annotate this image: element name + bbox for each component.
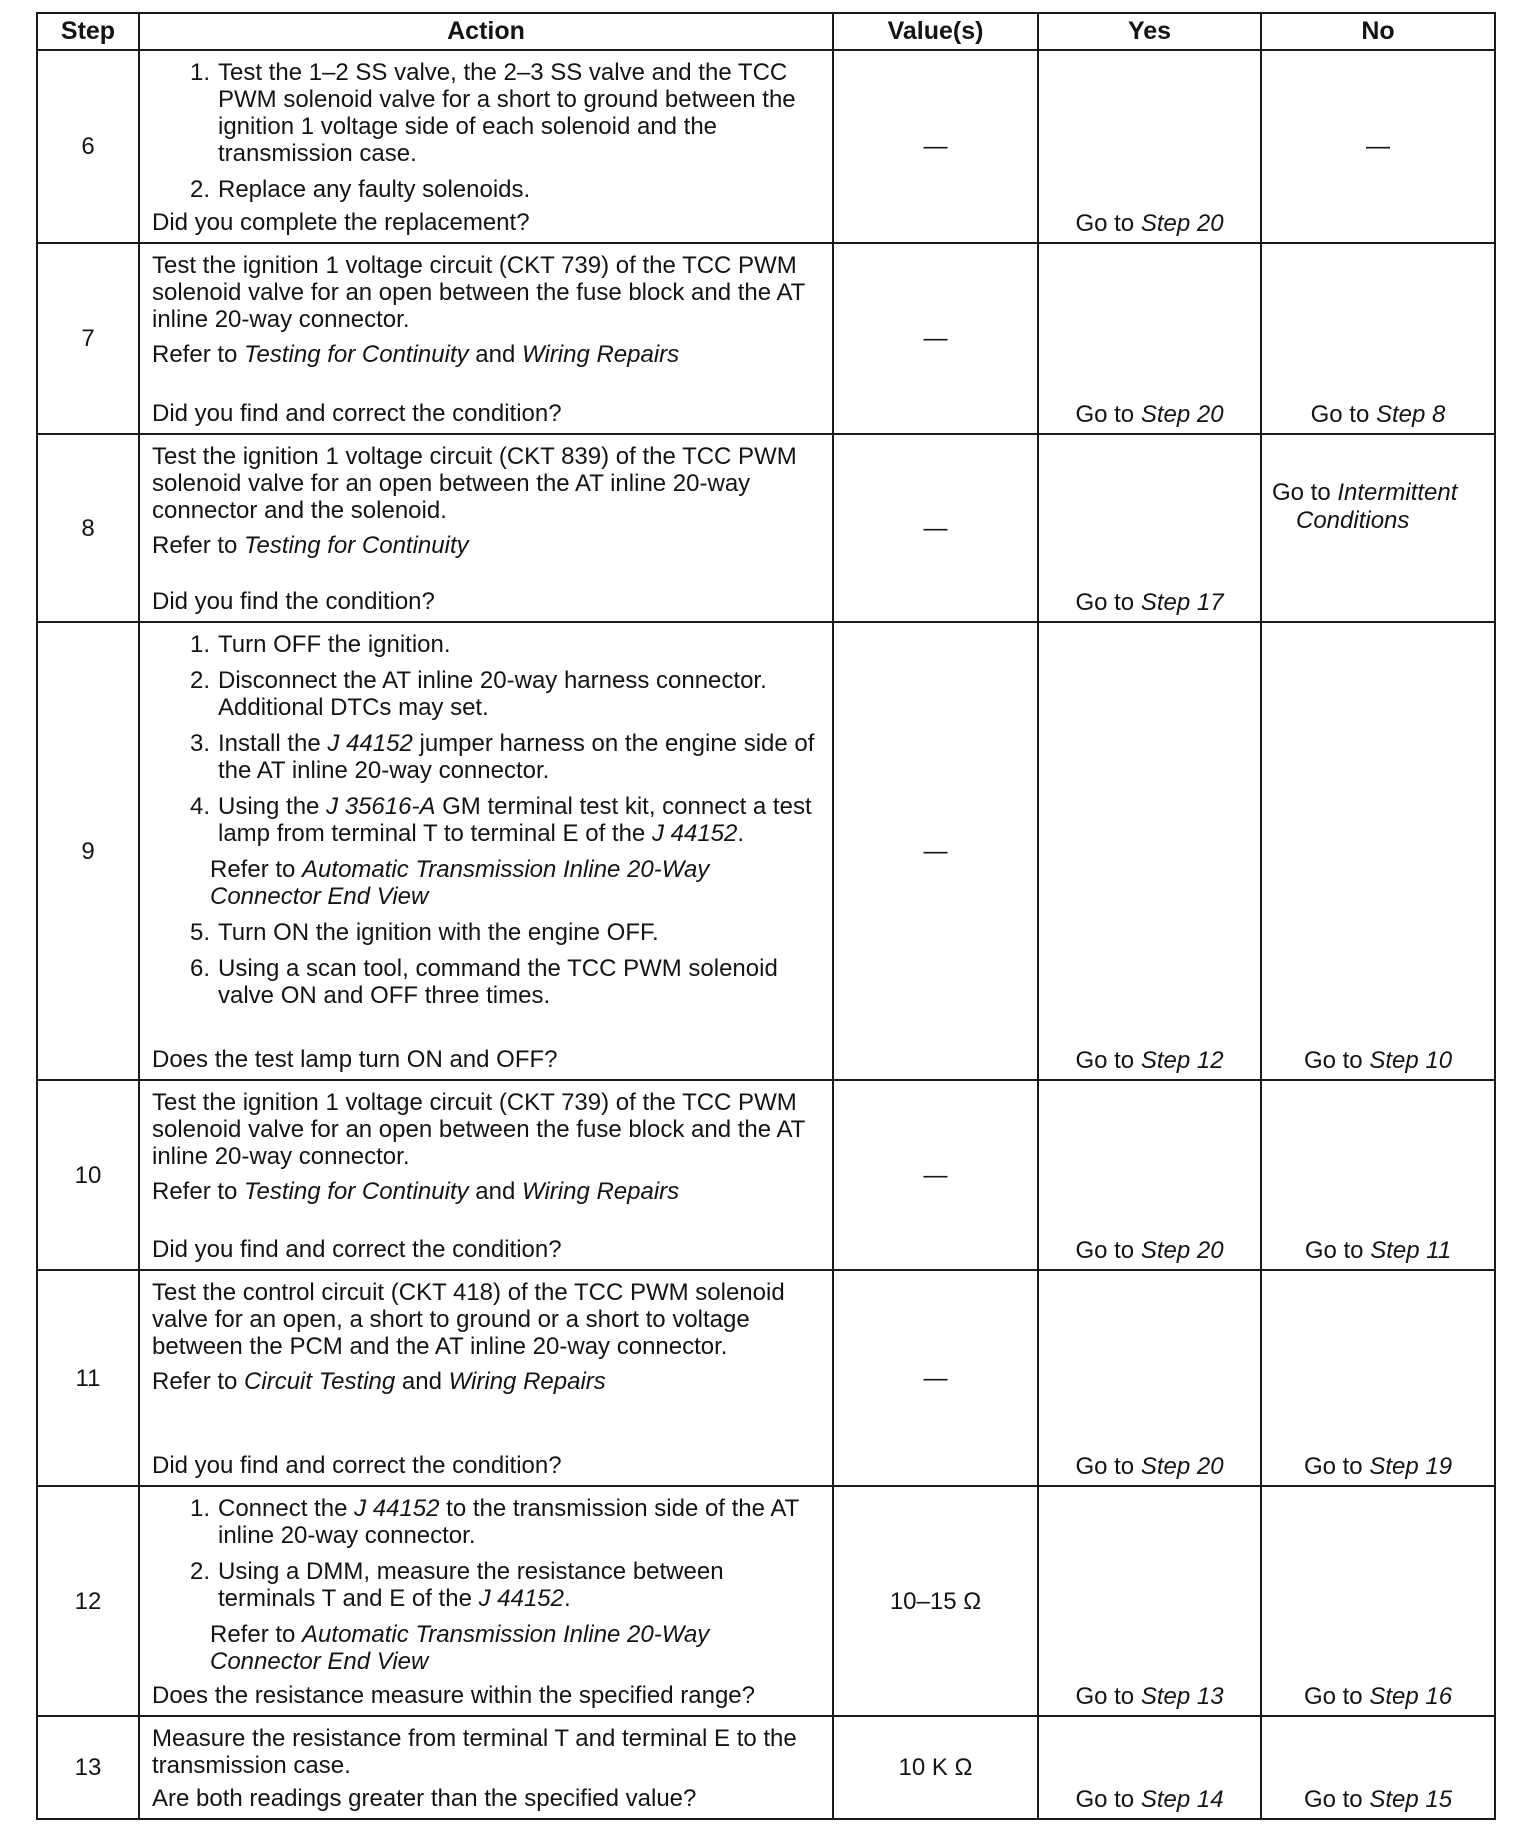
refer-note: Refer to Automatic Transmission Inline 20-Way Connector End View — [210, 856, 710, 910]
goto-link[interactable]: Go to Step 13 — [1075, 1683, 1224, 1710]
step-number: 6 — [37, 50, 139, 243]
yes-cell — [1038, 50, 1261, 243]
header-no: No — [1261, 13, 1495, 50]
refer-note: Refer to Automatic Transmission Inline 20-Way Connector End View — [210, 1621, 710, 1675]
action-cell — [139, 1080, 833, 1270]
value-cell: — — [833, 50, 1038, 243]
table-row — [37, 434, 1495, 622]
link-testing-for-continuity[interactable]: Testing for Continuity — [244, 532, 469, 559]
action-cell — [139, 434, 833, 622]
goto-link[interactable]: Go to Step 10 — [1303, 1047, 1453, 1074]
action-question: Did you find the condition? — [152, 588, 435, 615]
no-cell — [1261, 1270, 1495, 1486]
no-cell — [1261, 243, 1495, 434]
link-connector-end-view[interactable]: Automatic Transmission Inline 20-Way Connector End View — [210, 856, 710, 910]
link-wiring-repairs[interactable]: Wiring Repairs — [522, 1178, 680, 1205]
action-item: 2. Disconnect the AT inline 20-way harness connector. Additional DTCs may set. — [189, 667, 767, 721]
link-wiring-repairs[interactable]: Wiring Repairs — [448, 1368, 606, 1395]
goto-link[interactable]: Go to Step 11 — [1304, 1237, 1452, 1264]
table-row — [37, 622, 1495, 1080]
goto-link[interactable]: Go to Step 15 — [1303, 1786, 1453, 1813]
no-cell — [1261, 1486, 1495, 1716]
link-wiring-repairs[interactable]: Wiring Repairs — [522, 341, 680, 368]
yes-cell — [1038, 622, 1261, 1080]
header-step: Step — [37, 13, 139, 50]
action-question: Did you complete the replacement? — [152, 209, 530, 236]
link-circuit-testing[interactable]: Circuit Testing — [244, 1368, 396, 1395]
goto-link[interactable]: Go to Step 16 — [1303, 1683, 1453, 1710]
goto-link[interactable]: Go to Step 20 — [1075, 1453, 1224, 1480]
action-item: 5. Turn ON the ignition with the engine OFF. — [189, 919, 659, 946]
goto-link[interactable]: Go to Step 17 — [1075, 589, 1224, 616]
yes-cell — [1038, 1080, 1261, 1270]
action-cell — [139, 243, 833, 434]
tool-reference: J 44152 — [327, 730, 413, 757]
step-number: 10 — [37, 1080, 139, 1270]
action-item: 1. Turn OFF the ignition. — [189, 631, 451, 658]
goto-link[interactable]: Go to Step 14 — [1075, 1786, 1224, 1813]
table-row — [37, 50, 1495, 243]
no-cell — [1261, 1080, 1495, 1270]
yes-cell — [1038, 243, 1261, 434]
goto-link[interactable]: Go to Step 20 — [1075, 1237, 1224, 1264]
goto-link[interactable]: Go to Step 19 — [1303, 1453, 1453, 1480]
goto-link[interactable]: Go to Step 8 — [1310, 401, 1446, 428]
goto-link[interactable]: Go to Step 12 — [1075, 1047, 1224, 1074]
action-question: Are both readings greater than the specified value? — [152, 1785, 697, 1812]
action-cell — [139, 1270, 833, 1486]
action-cell — [139, 50, 833, 243]
action-text: Test the ignition 1 voltage circuit (CKT 739) of the TCC PWM solenoid valve for an open between the fuse block and the AT inline 20-way connector. — [152, 252, 805, 333]
header-action: Action — [139, 13, 833, 50]
refer-note: Refer to Testing for Continuity — [152, 532, 469, 559]
goto-link[interactable]: Go to Step 20 — [1075, 401, 1224, 428]
header-row — [37, 13, 1495, 50]
value-cell: — — [833, 243, 1038, 434]
header-values: Value(s) — [833, 13, 1038, 50]
value-cell: 10 K Ω — [833, 1716, 1038, 1819]
no-cell — [1261, 1716, 1495, 1819]
action-cell — [139, 1716, 833, 1819]
value-cell: — — [833, 1270, 1038, 1486]
refer-note: Refer to Testing for Continuity and Wiring Repairs — [152, 341, 680, 368]
action-item: 1. Test the 1–2 SS valve, the 2–3 SS valve and the TCC PWM solenoid valve for a short to ground between the ignition 1 voltage side of each solenoid and the transmission case. — [189, 59, 796, 167]
link-connector-end-view[interactable]: Automatic Transmission Inline 20-Way Connector End View — [210, 1621, 710, 1675]
yes-cell — [1038, 1486, 1261, 1716]
table-row — [37, 1486, 1495, 1716]
tool-reference: J 44152 — [354, 1495, 440, 1522]
tool-reference: J 44152 — [478, 1585, 564, 1612]
yes-cell — [1038, 1716, 1261, 1819]
action-question: Does the test lamp turn ON and OFF? — [152, 1046, 558, 1073]
action-item: 2. Replace any faulty solenoids. — [189, 176, 531, 203]
action-question: Does the resistance measure within the specified range? — [152, 1682, 755, 1709]
link-testing-for-continuity[interactable]: Testing for Continuity — [244, 1178, 469, 1205]
table-row — [37, 1270, 1495, 1486]
no-cell — [1261, 622, 1495, 1080]
action-text: Measure the resistance from terminal T and terminal E to the transmission case. — [152, 1725, 797, 1779]
value-cell: — — [833, 434, 1038, 622]
refer-note: Refer to Testing for Continuity and Wiring Repairs — [152, 1178, 680, 1205]
step-number: 12 — [37, 1486, 139, 1716]
table-row — [37, 1080, 1495, 1270]
goto-link-intermittent-conditions[interactable]: Go to Intermittent Conditions — [1272, 479, 1458, 534]
action-text: Test the ignition 1 voltage circuit (CKT 839) of the TCC PWM solenoid valve for an open between the AT inline 20-way connector and the solenoid. — [152, 443, 797, 524]
refer-note: Refer to Circuit Testing and Wiring Repairs — [152, 1368, 606, 1395]
diagnostic-table — [36, 12, 1496, 1820]
action-text: Test the ignition 1 voltage circuit (CKT 739) of the TCC PWM solenoid valve for an open between the fuse block and the AT inline 20-way connector. — [152, 1089, 805, 1170]
step-number: 9 — [37, 622, 139, 1080]
action-question: Did you find and correct the condition? — [152, 400, 562, 427]
value-cell: — — [833, 622, 1038, 1080]
table-row — [37, 1716, 1495, 1819]
action-item: 6. Using a scan tool, command the TCC PWM solenoid valve ON and OFF three times. — [189, 955, 778, 1009]
no-cell — [1261, 434, 1495, 622]
table-row — [37, 243, 1495, 434]
action-item: 1. Connect the J 44152 to the transmission side of the AT inline 20-way connector. — [189, 1495, 799, 1549]
no-cell: — — [1261, 50, 1495, 243]
action-item: 2. Using a DMM, measure the resistance between terminals T and E of the J 44152. — [189, 1558, 724, 1612]
action-text: Test the control circuit (CKT 418) of the TCC PWM solenoid valve for an open, a short to ground or a short to voltage between the PCM and the AT inline 20-way connector. — [152, 1279, 785, 1360]
action-question: Did you find and correct the condition? — [152, 1452, 562, 1479]
action-question: Did you find and correct the condition? — [152, 1236, 562, 1263]
step-number: 11 — [37, 1270, 139, 1486]
action-item: 3. Install the J 44152 jumper harness on the engine side of the AT inline 20-way connector. — [189, 730, 815, 784]
goto-link[interactable]: Go to Step 20 — [1075, 210, 1224, 237]
action-cell — [139, 622, 833, 1080]
tool-reference: J 35616-A — [326, 793, 436, 820]
link-testing-for-continuity[interactable]: Testing for Continuity — [244, 341, 469, 368]
yes-cell — [1038, 434, 1261, 622]
yes-cell — [1038, 1270, 1261, 1486]
tool-reference: J 44152 — [651, 820, 738, 847]
action-cell — [139, 1486, 833, 1716]
step-number: 7 — [37, 243, 139, 434]
step-number: 13 — [37, 1716, 139, 1819]
value-cell: — — [833, 1080, 1038, 1270]
value-cell: 10–15 Ω — [833, 1486, 1038, 1716]
action-item: 4. Using the J 35616-A GM terminal test kit, connect a test lamp from terminal T to terminal E of the J 44152. — [189, 793, 812, 847]
step-number: 8 — [37, 434, 139, 622]
header-yes: Yes — [1038, 13, 1261, 50]
